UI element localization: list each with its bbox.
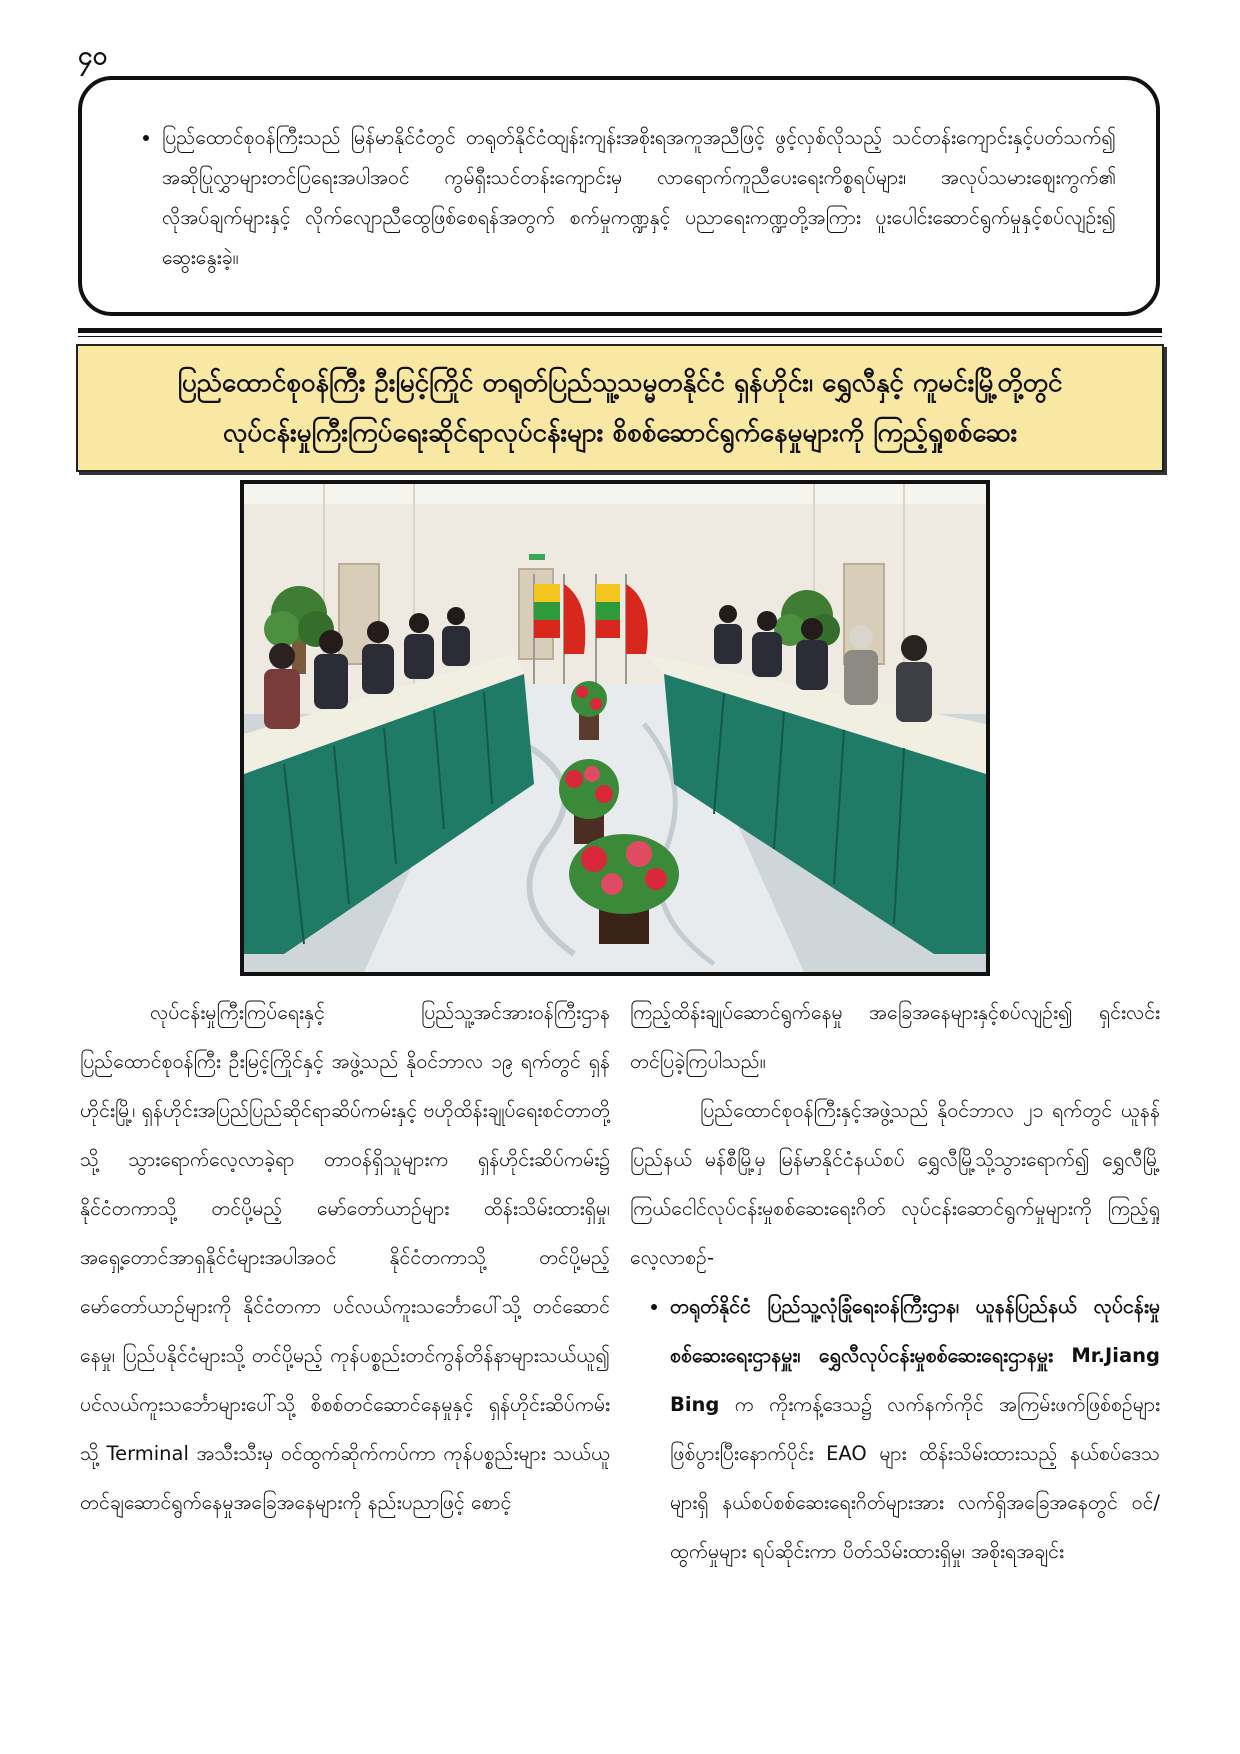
right-bullet-text: က ကိုးကန့်ဒေသ၌ လက်နက်ကိုင် အကြမ်းဖက်ဖြစ်စဉ်များဖြစ်ပွားပြီးနောက်ပိုင်း EAO များ ထိန်းသိမ်းထားသည့် နယ်စပ်ဒေသများရှိ နယ်စပ်စစ်ဆေးရေးဂိတ်များအား လက်ရှိအခြေအနေတွင် ဝင်/ထွက်မှုများ ရပ်ဆိုင်းကာ ပိတ်သိမ်းထားရှိမှု၊ အစိုးရအချင်း	[670, 1393, 1160, 1563]
meeting-room-illustration	[244, 484, 986, 972]
summary-bullet-list	[122, 118, 1116, 278]
article-headline	[76, 344, 1164, 472]
section-divider-thin	[78, 336, 1162, 337]
right-paragraph: ပြည်ထောင်စုဝန်ကြီးနှင့်အဖွဲ့သည် နိုဝင်ဘာလ ၂၁ ရက်တွင် ယူနန်ပြည်နယ် မန်စီမြို့မှ မြန်မာနိုင်ငံနယ်စပ် ရွှေလီမြို့သို့သွားရောက်၍ ရွှေလီမြို့ ကြယ်ငေါင်လုပ်ငန်းမှုစစ်ဆေးရေးဂိတ် လုပ်ငန်းဆောင်ရွက်မှုများကို ကြည့်ရှုလေ့လာစဉ်-	[630, 1099, 1160, 1269]
summary-bullet-item: • ပြည်ထောင်စုဝန်ကြီးသည် မြန်မာနိုင်ငံတွင် တရုတ်နိုင်ငံထျန်းကျန်းအစိုးရအကူအညီဖြင့် ဖွင့်လှစ်လိုသည့် သင်တန်းကျောင်းနှင့်ပတ်သက်၍ အဆိုပြုလွှာများတင်ပြရေးအပါအဝင် ကွမ်ရှီးသင်တန်းကျောင်းမှ လာရောက်ကူညီပေးရေးကိစ္စရပ်များ၊ အလုပ်သမားဈေးကွက်၏ လိုအပ်ချက်များနှင့် လိုက်လျောညီထွေဖြစ်စေရန်အတွက် စက်မှုကဏ္ဍနှင့် ပညာရေးကဏ္ဍတို့အကြား ပူးပေါင်းဆောင်ရွက်မှုနှင့်စပ်လျဉ်း၍ ဆွေးနွေးခဲ့။	[162, 118, 1116, 278]
page-number: ၄၀	[78, 41, 108, 71]
meeting-photo	[240, 480, 990, 976]
right-bullet-list	[630, 1282, 1160, 1576]
right-text-column	[630, 988, 1160, 1576]
right-bullet-bold-text: တရုတ်နိုင်ငံ ပြည်သူ့လုံခြုံရေးဝန်ကြီးဌာန၊ ယူနန်ပြည်နယ် လုပ်ငန်းမှုစစ်ဆေးရေးဌာနမှူး၊ ရွှေလီလုပ်ငန်းမှုစစ်ဆေးရေးဌာနမှူး Mr.Jiang Bing	[670, 1295, 1160, 1416]
left-paragraph: လုပ်ငန်းမှုကြီးကြပ်ရေးနှင့် ပြည်သူ့အင်အားဝန်ကြီးဌာန ပြည်ထောင်စုဝန်ကြီး ဦးမြင့်ကြိုင်နှင့် အဖွဲ့သည် နိုဝင်ဘာလ ၁၉ ရက်တွင် ရှန်ဟိုင်းမြို့၊ ရှန်ဟိုင်းအပြည်ပြည်ဆိုင်ရာဆိပ်ကမ်းနှင့် ဗဟိုထိန်းချုပ်ရေးစင်တာတို့သို့ သွားရောက်လေ့လာခဲ့ရာ တာဝန်ရှိသူများက ရှန်ဟိုင်းဆိပ်ကမ်း၌ နိုင်ငံတကာသို့ တင်ပို့မည့် မော်တော်ယာဉ်များ ထိန်းသိမ်းထားရှိမှု၊ အရှေ့တောင်အာရှနိုင်ငံများအပါအဝင် နိုင်ငံတကာသို့ တင်ပို့မည့် မော်တော်ယာဉ်များကို နိုင်ငံတကာ ပင်လယ်ကူးသင်္ဘောပေါ်သို့ တင်ဆောင်နေမှု၊ ပြည်ပနိုင်ငံများသို့ တင်ပို့မည့် ကုန်ပစ္စည်းတင်ကွန်တိန်နာများသယ်ယူ၍ ပင်လယ်ကူးသင်္ဘောများပေါ်သို့ စိစစ်တင်ဆောင်နေမှုနှင့် ရှန်ဟိုင်းဆိပ်ကမ်းသို့ Terminal အသီးသီးမှ ဝင်ထွက်ဆိုက်ကပ်ကာ ကုန်ပစ္စည်းများ သယ်ယူတင်ချဆောင်ရွက်နေမှုအခြေအနေများကို နည်းပညာဖြင့် စောင့်	[80, 1001, 610, 1514]
summary-note-box	[78, 76, 1160, 316]
headline-line-2: လုပ်ငန်းမှုကြီးကြပ်ရေးဆိုင်ရာလုပ်ငန်းများ စိစစ်ဆောင်ရွက်နေမှုများကို ကြည့်ရှုစစ်ဆေး	[222, 418, 1018, 448]
right-continuation-paragraph: ကြည့်ထိန်းချုပ်ဆောင်ရွက်နေမှု အခြေအနေများနှင့်စပ်လျဉ်း၍ ရှင်းလင်းတင်ပြခဲ့ကြပါသည်။	[630, 1001, 1160, 1073]
headline-line-1: ပြည်ထောင်စုဝန်ကြီး ဦးမြင့်ကြိုင် တရုတ်ပြည်သူ့သမ္မတနိုင်ငံ ရှန်ဟိုင်း၊ ရွှေလီနှင့် ကူမင်းမြို့တို့တွင်	[177, 368, 1063, 398]
door-right	[844, 564, 884, 664]
right-bullet-item	[670, 1282, 1160, 1576]
left-text-column	[80, 988, 610, 1527]
section-divider-thick	[78, 328, 1162, 333]
